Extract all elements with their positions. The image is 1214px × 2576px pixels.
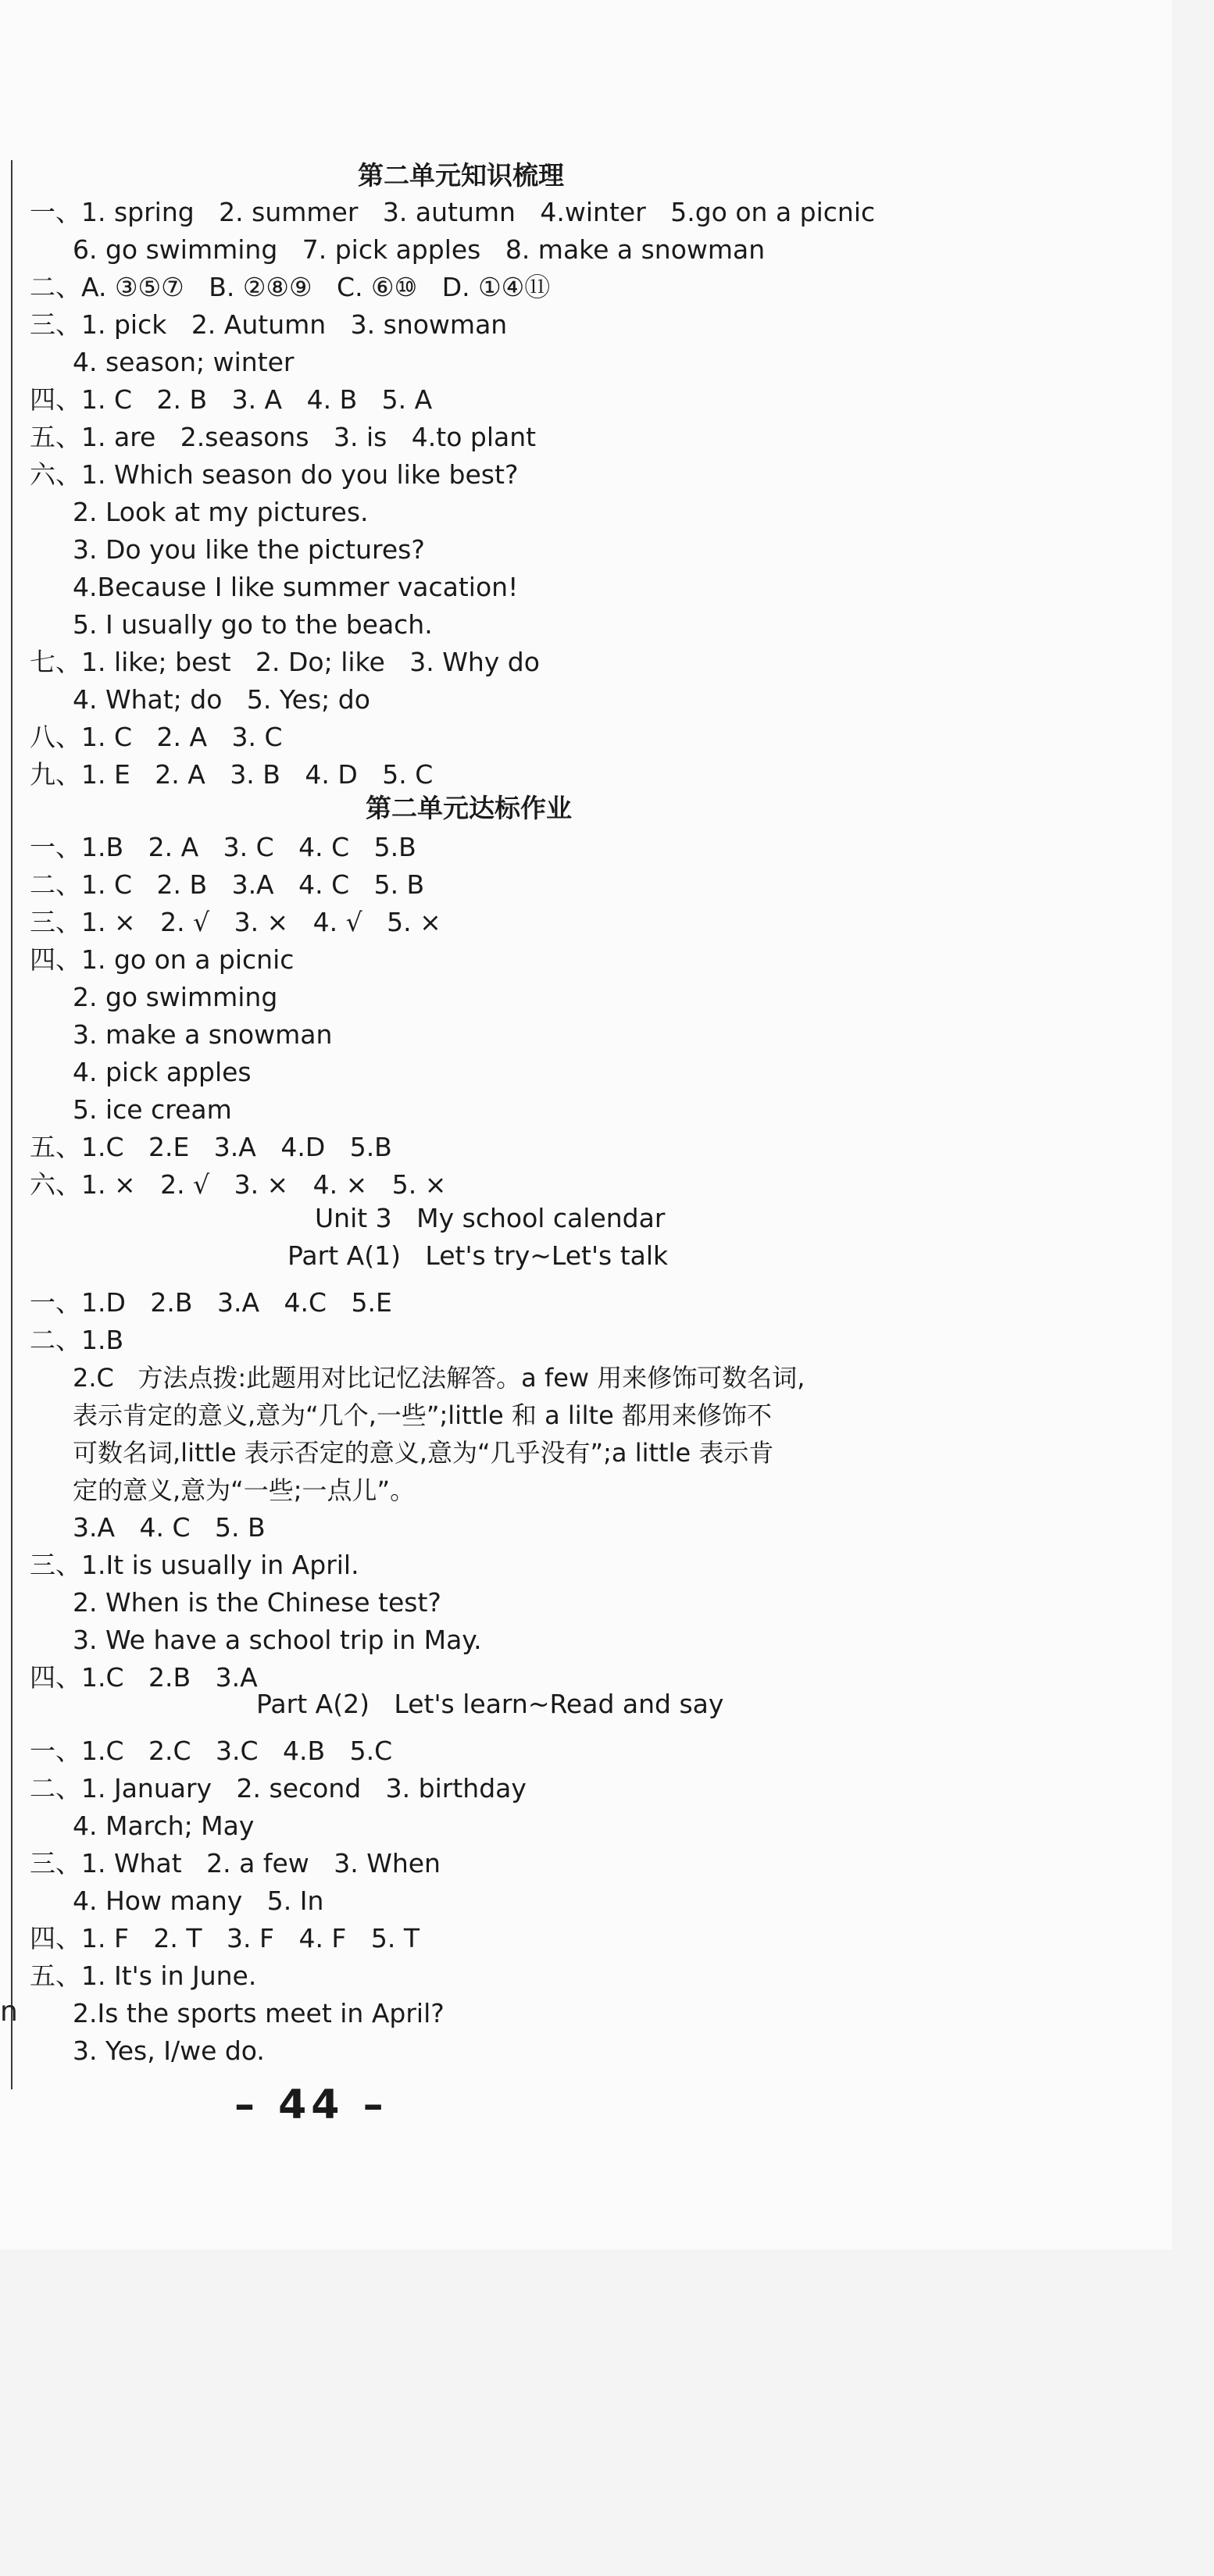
binding-margin-line [11, 160, 12, 2089]
answer-line: 4. pick apples [73, 1057, 252, 1087]
answer-line: 可数名词,little 表示否定的意义,意为“几乎没有”;a little 表示肯 [73, 1438, 774, 1468]
answer-line: 七、1. like; best 2. Do; like 3. Why do [30, 647, 540, 677]
page-number: – 44 – [234, 2082, 388, 2128]
answer-line: 4. March; May [73, 1811, 255, 1841]
answer-line: 一、1.D 2.B 3.A 4.C 5.E [30, 1287, 392, 1318]
answer-line: 3. make a snowman [73, 1019, 333, 1050]
section-heading: Part A(2) Let's learn~Read and say [256, 1689, 724, 1719]
answer-line: 二、1. January 2. second 3. birthday [30, 1773, 527, 1804]
answer-line: 二、1. C 2. B 3.A 4. C 5. B [30, 869, 425, 900]
answer-line: 表示肯定的意义,意为“几个,一些”;little 和 a lilte 都用来修饰不 [73, 1400, 772, 1430]
answer-line: 一、1.C 2.C 3.C 4.B 5.C [30, 1736, 393, 1766]
answer-line: 八、1. C 2. A 3. C [30, 722, 283, 752]
answer-line: 2.Is the sports meet in April? [73, 1998, 445, 2028]
answer-line: 三、1. pick 2. Autumn 3. snowman [30, 309, 508, 340]
answer-line: 六、1. Which season do you like best? [30, 459, 519, 490]
answer-line: 定的意义,意为“一些;一点儿”。 [73, 1475, 416, 1505]
answer-line: 3. We have a school trip in May. [73, 1625, 482, 1655]
answer-line: 五、1. are 2.seasons 3. is 4.to plant [30, 422, 537, 452]
answer-line: 4.Because I like summer vacation! [73, 572, 519, 602]
section-heading: 第二单元达标作业 [366, 793, 572, 823]
answer-line: 5. I usually go to the beach. [73, 609, 433, 640]
answer-line: 三、1. What 2. a few 3. When [30, 1848, 441, 1878]
answer-line: 4. How many 5. In [73, 1886, 324, 1916]
answer-line: 一、1. spring 2. summer 3. autumn 4.winter 5.go on a picnic [30, 197, 876, 227]
answer-line: 六、1. × 2. √ 3. × 4. × 5. × [30, 1169, 447, 1200]
answer-line: 3. Yes, I/we do. [73, 2035, 265, 2066]
answer-line: 3. Do you like the pictures? [73, 534, 425, 565]
answer-line: 三、1. × 2. √ 3. × 4. √ 5. × [30, 907, 441, 937]
answer-line: 九、1. E 2. A 3. B 4. D 5. C [30, 759, 434, 790]
answer-line: 5. ice cream [73, 1094, 232, 1125]
answer-line: 四、1.C 2.B 3.A [30, 1662, 258, 1693]
answer-line: 2.C 方法点拨:此题用对比记忆法解答。a few 用来修饰可数名词, [73, 1363, 805, 1393]
answer-line: 6. go swimming 7. pick apples 8. make a snowman [73, 234, 766, 265]
answer-line: 四、1. go on a picnic [30, 944, 295, 975]
answer-line: 2. go swimming [73, 982, 278, 1012]
answer-line: 五、1.C 2.E 3.A 4.D 5.B [30, 1132, 392, 1162]
answer-line: 一、1.B 2. A 3. C 4. C 5.B [30, 832, 416, 862]
edge-fragment: n [0, 1996, 18, 2028]
answer-line: 三、1.It is usually in April. [30, 1550, 359, 1580]
answer-line: 2. When is the Chinese test? [73, 1587, 441, 1618]
answer-line: 四、1. F 2. T 3. F 4. F 5. T [30, 1923, 420, 1953]
section-heading: Part A(1) Let's try~Let's talk [287, 1240, 669, 1271]
answer-line: 4. season; winter [73, 347, 295, 377]
answer-line: 五、1. It's in June. [30, 1961, 257, 1991]
answer-line: 4. What; do 5. Yes; do [73, 684, 370, 715]
section-heading: 第二单元知识梳理 [358, 160, 564, 191]
section-heading: Unit 3 My school calendar [315, 1203, 666, 1233]
answer-line: 2. Look at my pictures. [73, 497, 369, 527]
answer-line: 3.A 4. C 5. B [73, 1512, 266, 1543]
answer-line: 二、1.B [30, 1325, 124, 1355]
answer-line: 四、1. C 2. B 3. A 4. B 5. A [30, 384, 433, 415]
answer-line: 二、A. ③⑤⑦ B. ②⑧⑨ C. ⑥⑩ D. ①④⑪ [30, 272, 551, 302]
